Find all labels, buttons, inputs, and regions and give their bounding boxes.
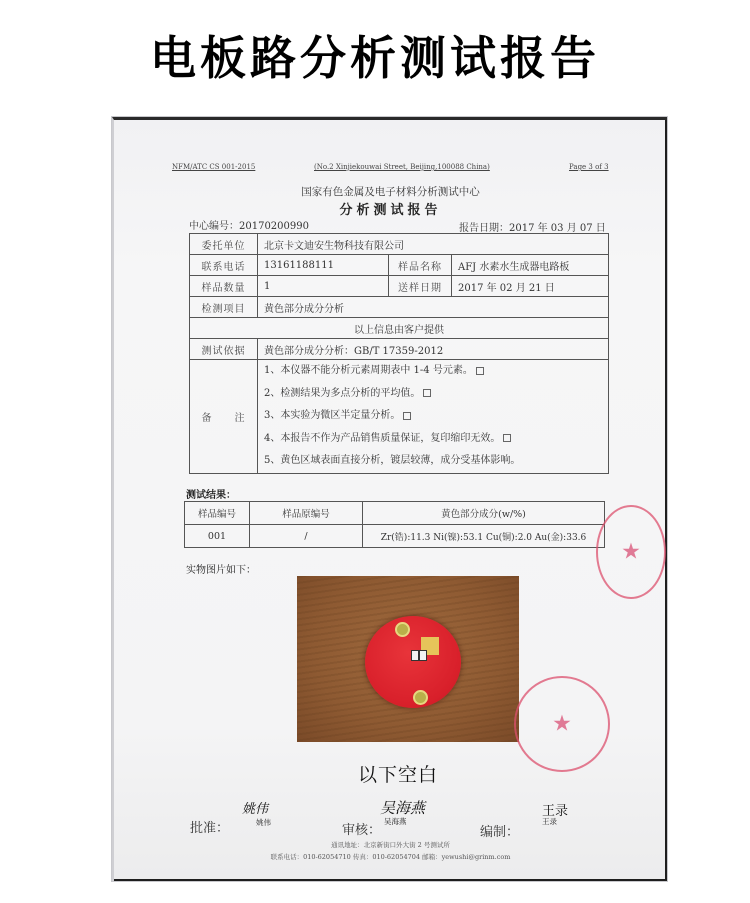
footer-contact: 联系电话：010-62054710 传真：010-62054704 邮箱：yewushi@grinm.com <box>270 853 511 861</box>
header-sample-no: 样品编号 <box>185 502 250 525</box>
compile-name: 王录 <box>542 817 557 826</box>
table-row <box>190 339 609 360</box>
test-item-value: 黄色部分成分分析 <box>258 297 609 318</box>
report-date-label: 报告日期： <box>459 223 509 234</box>
sample-name-label: 样品名称 <box>389 255 452 276</box>
composition: Zr(锆):11.3 Ni(镍):53.1 Cu(铜):2.0 Au(金):33.6 <box>363 525 605 548</box>
blank-below-note: 以下空白 <box>358 764 439 786</box>
photo-label: 实物图片如下： <box>186 565 256 576</box>
table-row <box>190 234 609 255</box>
note-item: 4、本报告不作为产品销售质量保证，复印缩印无效。 <box>264 428 602 451</box>
approve-name: 姚伟 <box>256 818 271 827</box>
circuit-board-image <box>365 616 461 708</box>
official-stamp-upper <box>596 505 666 599</box>
note-item: 3、本实验为微区半定量分析。 <box>264 405 602 428</box>
address-en: (No.2 Xinjiekouwai Street, Beijing,100088 China) <box>314 163 490 171</box>
basis-label: 测试依据 <box>190 339 258 360</box>
test-item-label: 检测项目 <box>190 297 258 318</box>
doc-code: NFM/ATC CS 001-2015 <box>172 163 256 171</box>
smd-component <box>411 650 419 661</box>
page-info: Page 3 of 3 <box>569 163 609 171</box>
client-value: 北京卡文迪安生物科技有限公司 <box>258 234 609 255</box>
review-signature: 吴海燕 <box>380 799 426 817</box>
report-date <box>459 219 606 234</box>
sample-no: 001 <box>185 525 250 548</box>
mounting-hole <box>395 622 410 637</box>
mounting-hole <box>413 690 428 705</box>
pcb-sample-photo <box>297 576 519 742</box>
footer-address: 通讯地址：北京新街口外大街 2 号测试所 <box>331 841 450 849</box>
report-document-photo <box>112 117 667 881</box>
stamp-star-icon: ★ <box>621 539 641 565</box>
client-label: 委托单位 <box>190 234 258 255</box>
org-name: 国家有色金属及电子材料分析测试中心 <box>301 186 480 198</box>
results-table <box>184 501 605 548</box>
compile-label: 编制： <box>480 825 520 840</box>
info-table <box>189 233 609 474</box>
results-header-row <box>185 502 605 525</box>
header-original-no: 样品原编号 <box>250 502 363 525</box>
approve-label: 批准： <box>190 821 230 836</box>
sample-qty-label: 样品数量 <box>190 276 258 297</box>
table-row <box>185 525 605 548</box>
phone-label: 联系电话 <box>190 255 258 276</box>
original-no: / <box>250 525 363 548</box>
results-title: 测试结果： <box>186 490 236 501</box>
note-item: 1、本仪器不能分析元素周期表中 1-4 号元素。 <box>264 360 602 383</box>
table-row <box>190 297 609 318</box>
page-heading: 电板路分析测试报告 <box>150 31 600 85</box>
table-row <box>190 255 609 276</box>
table-row <box>190 276 609 297</box>
basis-value: 黄色部分成分分析：GB/T 17359-2012 <box>258 339 609 360</box>
smd-component <box>419 650 427 661</box>
official-stamp-lower <box>514 676 610 772</box>
center-number-label: 中心编号： <box>189 221 239 232</box>
checkbox-square-icon <box>476 367 484 375</box>
review-label: 审核： <box>342 823 382 838</box>
header-composition: 黄色部分成分(w/%) <box>363 502 605 525</box>
report-date-value: 2017 年 03 月 07 日 <box>509 223 606 234</box>
table-row <box>190 318 609 339</box>
delivery-date-value: 2017 年 02 月 21 日 <box>452 276 609 297</box>
stamp-star-icon: ★ <box>552 711 572 737</box>
client-provided-note: 以上信息由客户提供 <box>190 318 609 339</box>
delivery-date-label: 送样日期 <box>389 276 452 297</box>
compile-signature: 王录 <box>542 804 569 819</box>
approve-signature: 姚伟 <box>242 802 269 817</box>
report-title: 分析测试报告 <box>339 203 442 218</box>
notes-list <box>258 360 609 474</box>
table-row <box>190 360 609 474</box>
center-number-value: 20170200990 <box>239 221 309 232</box>
checkbox-square-icon <box>503 434 511 442</box>
sample-name-value: AFJ 水素水生成器电路板 <box>452 255 609 276</box>
note-item: 2、检测结果为多点分析的平均值。 <box>264 383 602 406</box>
notes-label: 备 注 <box>190 360 258 474</box>
checkbox-square-icon <box>423 389 431 397</box>
center-number <box>189 217 309 232</box>
checkbox-square-icon <box>403 412 411 420</box>
review-name: 吴海燕 <box>384 817 407 826</box>
phone-value: 13161188111 <box>258 255 389 276</box>
sample-qty-value: 1 <box>258 276 389 297</box>
note-item: 5、黄色区域表面直接分析，镀层较薄，成分受基体影响。 <box>264 455 521 467</box>
